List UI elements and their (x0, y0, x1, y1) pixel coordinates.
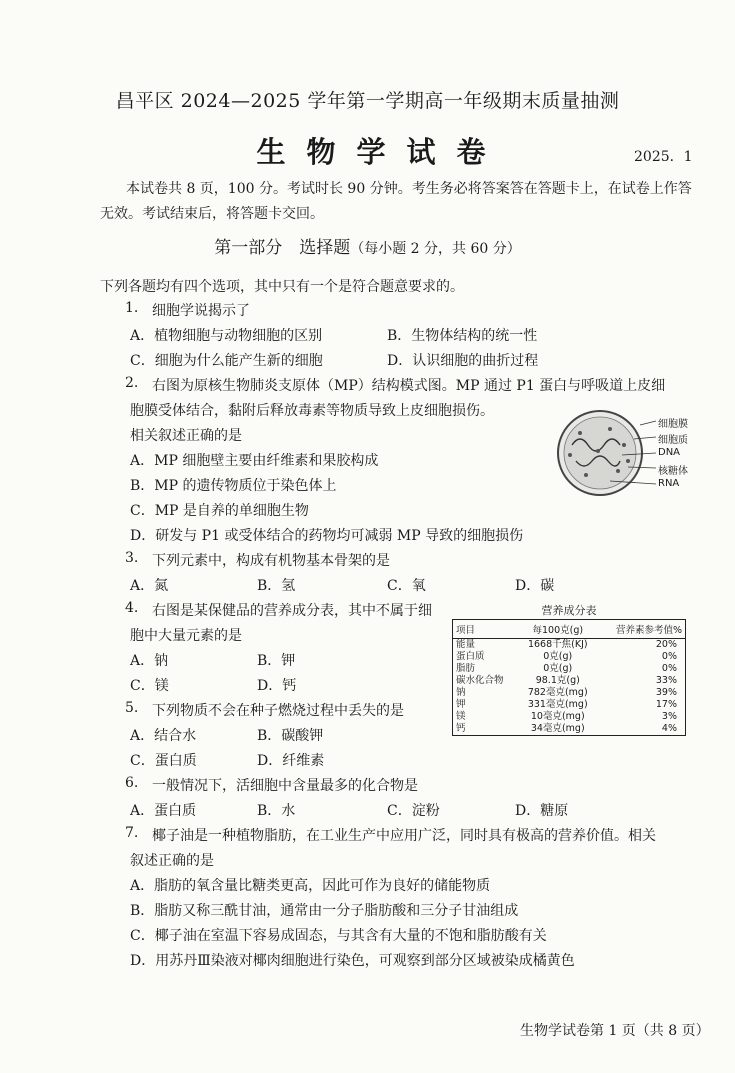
option: B．生物体结构的统一性 (387, 328, 538, 344)
section-heading (0, 233, 735, 258)
option: A．氮 (130, 578, 169, 594)
question-number: 1. (125, 300, 139, 316)
question-stem: 细胞学说揭示了 (152, 303, 250, 319)
label-ribosome: 核糖体 (658, 466, 688, 477)
table-cell: 10毫克(mg) (530, 711, 585, 722)
option: B．水 (257, 803, 296, 819)
exam-instructions: 本试卷共 8 页，100 分。考试时长 90 分钟。考生务必将答案答在答题卡上，在试卷上作答无效。考试结束后，将答题卡交回。 (100, 181, 692, 222)
table-row (453, 663, 686, 675)
label-cell-membrane: 细胞膜 (658, 419, 688, 430)
table-cell: 镁 (456, 711, 466, 722)
exam-title-line: 昌平区 2024—2025 学年第一学期高一年级期末质量抽测 (115, 90, 620, 112)
page-footer: 生物学试卷第 1 页（共 8 页） (520, 1023, 710, 1039)
table-row (453, 675, 686, 687)
option: C．淀粉 (387, 803, 440, 819)
table-cell: 钙 (456, 723, 466, 734)
table-cell: 782毫克(mg) (527, 687, 588, 698)
option: D．用苏丹Ⅲ染液对椰肉细胞进行染色，可观察到部分区域被染成橘黄色 (130, 953, 575, 969)
table-cell: 脂肪 (456, 663, 476, 674)
table-row (453, 651, 686, 663)
question-stem: 叙述正确的是 (130, 853, 214, 869)
table-cell: 钠 (456, 687, 466, 698)
option: C．MP 是自养的单细胞生物 (130, 503, 309, 519)
question-stem: 右图是某保健品的营养成分表，其中不属于细 (152, 603, 432, 619)
option: D．纤维素 (257, 753, 325, 769)
question-stem: 右图为原核生物肺炎支原体（MP）结构模式图。MP 通过 P1 蛋白与呼吸道上皮细 (152, 378, 666, 394)
cytoplasm (564, 417, 636, 489)
question-number: 7. (125, 825, 139, 841)
section-title: 第一部分 选择题 (214, 238, 351, 258)
label-dna: DNA (658, 447, 681, 458)
table-cell: 33% (655, 675, 677, 686)
table-row (453, 723, 686, 736)
question-stem: 胞中大量元素的是 (130, 628, 242, 644)
table-cell: 39% (655, 687, 677, 698)
subject-title: 生物学试卷 (256, 135, 507, 169)
option: A．植物细胞与动物细胞的区别 (130, 328, 323, 344)
section-note: （每小题 2 分，共 60 分） (350, 241, 521, 257)
option: A．脂肪的氧含量比糖类更高，因此可作为良好的储能物质 (130, 878, 491, 894)
table-cell: 0克(g) (543, 651, 573, 662)
table-cell: 34毫克(mg) (530, 723, 585, 734)
question-stem: 胞膜受体结合，黏附后释放毒素等物质导致上皮细胞损伤。 (130, 403, 494, 419)
option: A．MP 细胞壁主要由纤维素和果胶构成 (130, 453, 379, 469)
nutrition-table (452, 619, 686, 736)
table-header-row (453, 620, 686, 639)
table-row (453, 699, 686, 711)
table-row (453, 711, 686, 723)
option: B．MP 的遗传物质位于染色体上 (130, 478, 337, 494)
option: C．细胞为什么能产生新的细胞 (130, 353, 323, 369)
option: D．钙 (257, 678, 297, 694)
option: D．糖原 (515, 803, 569, 819)
question-stem: 椰子油是一种植物脂肪，在工业生产中应用广泛，同时具有极高的营养价值。相关 (152, 828, 656, 844)
exam-date: 2025．1 (634, 149, 693, 165)
question-stem: 下列元素中，构成有机物基本骨架的是 (152, 553, 390, 569)
table-cell: 20% (655, 639, 677, 650)
label-cytoplasm: 细胞质 (658, 435, 688, 446)
table-cell: 98.1克(g) (535, 675, 580, 686)
table-row (453, 639, 686, 652)
option: B．钾 (257, 653, 296, 669)
table-cell: 331毫克(mg) (527, 699, 588, 710)
label-rna: RNA (658, 478, 680, 489)
option: A．结合水 (130, 728, 197, 744)
option: C．椰子油在室温下容易成固态，与其含有大量的不饱和脂肪酸有关 (130, 928, 547, 944)
question-number: 2. (125, 375, 139, 391)
option: A．蛋白质 (130, 803, 197, 819)
option: B．碳酸钾 (257, 728, 324, 744)
table-cell: 能量 (456, 639, 476, 650)
option: C．氧 (387, 578, 426, 594)
option: D．研发与 P1 或受体结合的药物均可减弱 MP 导致的细胞损伤 (130, 528, 524, 544)
table-cell: 1668千焦(KJ) (527, 639, 588, 650)
question-number: 3. (125, 550, 139, 566)
nutrition-table-title: 营养成分表 (541, 604, 597, 617)
table-cell: 0% (661, 663, 677, 674)
table-header: 每100克(g) (518, 620, 598, 639)
table-cell: 碳水化合物 (456, 675, 504, 686)
question-stem: 相关叙述正确的是 (130, 428, 242, 444)
option: C．蛋白质 (130, 753, 197, 769)
table-cell: 钾 (456, 699, 466, 710)
table-cell: 4% (661, 723, 677, 734)
table-cell: 0% (661, 651, 677, 662)
option: A．钠 (130, 653, 169, 669)
table-cell: 3% (661, 711, 677, 722)
option: B．脂肪又称三酰甘油，通常由一分子脂肪酸和三分子甘油组成 (130, 903, 519, 919)
question-number: 4. (125, 600, 139, 616)
option: B．氢 (257, 578, 296, 594)
table-cell: 蛋白质 (456, 651, 485, 662)
option: C．镁 (130, 678, 169, 694)
question-lead: 下列各题均有四个选项，其中只有一个是符合题意要求的。 (100, 279, 464, 295)
question-number: 6. (125, 775, 139, 791)
question-stem: 下列物质不会在种子燃烧过程中丢失的是 (152, 703, 404, 719)
option: D．认识细胞的曲折过程 (387, 353, 539, 369)
question-number: 5. (125, 700, 139, 716)
table-row (453, 687, 686, 699)
question-stem: 一般情况下，活细胞中含量最多的化合物是 (152, 778, 418, 794)
option: D．碳 (515, 578, 555, 594)
table-header: 营养素参考值% (598, 620, 686, 639)
table-cell: 17% (655, 699, 677, 710)
table-header: 项目 (453, 620, 518, 639)
table-cell: 0克(g) (543, 663, 573, 674)
